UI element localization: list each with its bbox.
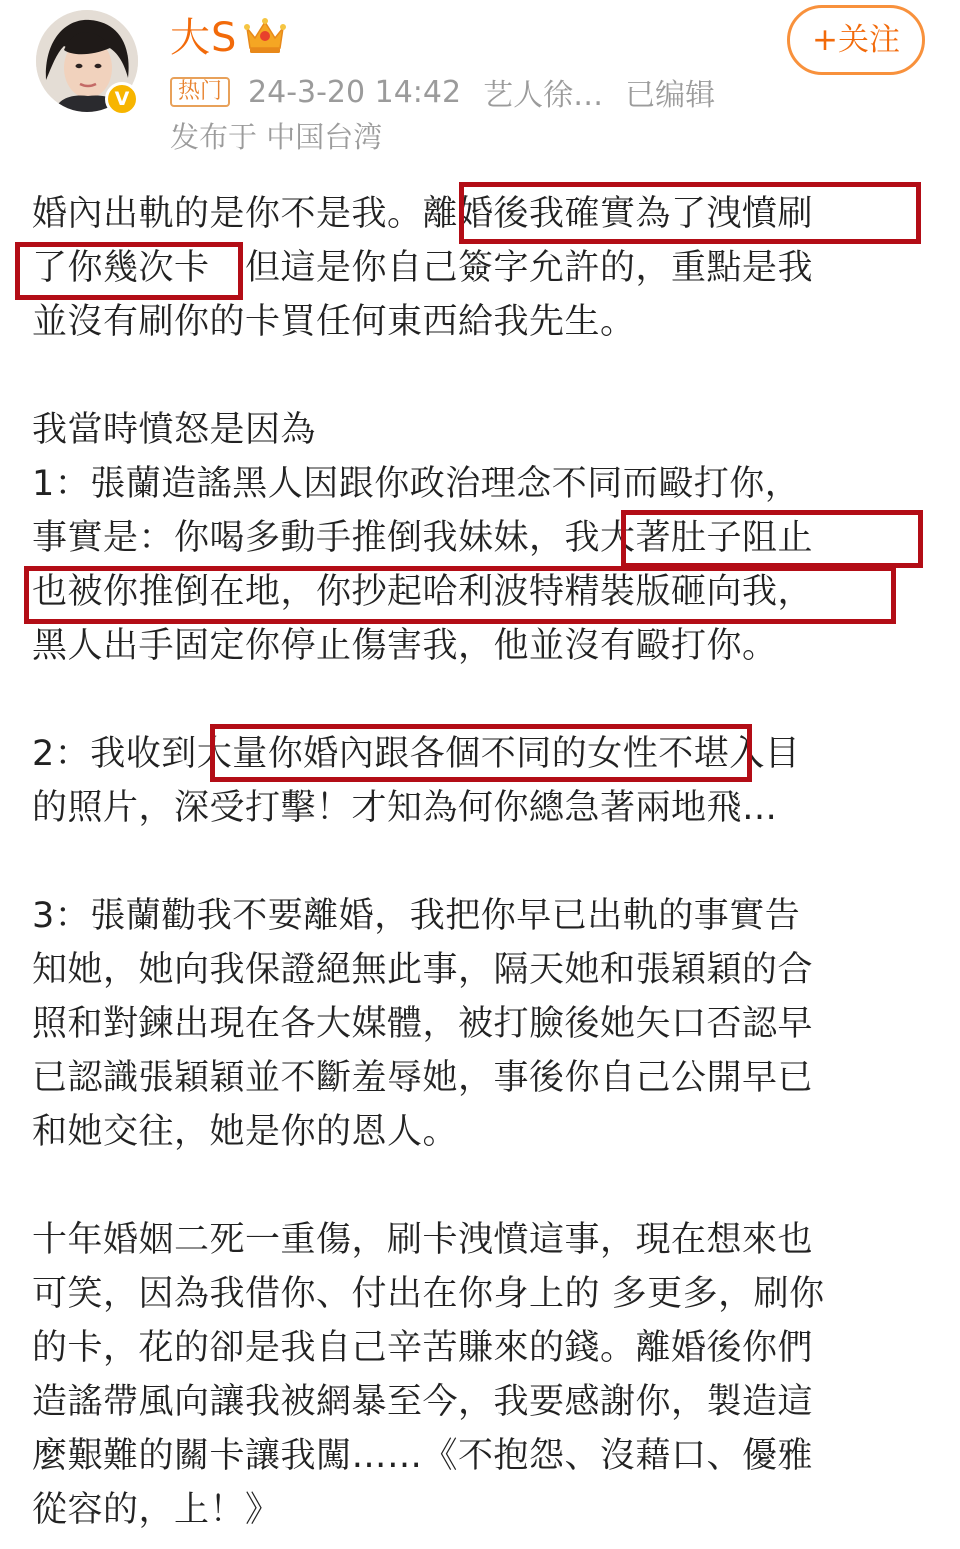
post-line: 婚內出軌的是你不是我。離婚後我確實為了洩憤刷 xyxy=(32,194,814,234)
post-line: 也被你推倒在地，你抄起哈利波特精裝版砸向我， xyxy=(32,572,814,612)
hot-badge: 热门 xyxy=(170,77,230,107)
edited-label[interactable]: 已编辑 xyxy=(625,78,716,113)
post-line: 黑人出手固定你停止傷害我，他並沒有毆打你。 xyxy=(32,626,778,666)
post-line: 的照片，深受打擊！才知為何你總急著兩地飛… xyxy=(32,788,778,828)
username[interactable]: 大S xyxy=(170,15,238,61)
post-meta xyxy=(170,72,715,112)
post-line: 1：張蘭造謠黑人因跟你政治理念不同而毆打你， xyxy=(32,464,801,504)
post-location: 发布于 中国台湾 xyxy=(170,120,383,154)
post-line: 可笑，因為我借你、付出在你身上的 多更多，刷你 xyxy=(32,1274,825,1314)
post-line: 了你幾次卡 但這是你自己簽字允許的，重點是我 xyxy=(32,248,814,288)
crown-icon xyxy=(243,14,287,56)
post-line: 知她，她向我保證絕無此事，隔天她和張穎穎的合 xyxy=(32,950,814,990)
post-line: 的卡，花的卻是我自己辛苦賺來的錢。離婚後你們 xyxy=(32,1328,814,1368)
post-source[interactable]: 艺人徐… xyxy=(483,78,604,113)
post-line: 我當時憤怒是因為 xyxy=(32,410,317,450)
post-line: 和她交往，她是你的恩人。 xyxy=(32,1112,459,1152)
post-line: 事實是：你喝多動手推倒我妹妹，我大著肚子阻止 xyxy=(32,518,814,558)
post-line: 造謠帶風向讓我被網暴至今，我要感謝你，製造這 xyxy=(32,1382,814,1422)
post-timestamp: 24-3-20 14:42 xyxy=(248,74,462,110)
post-line: 十年婚姻二死一重傷，刷卡洩憤這事，現在想來也 xyxy=(32,1220,814,1260)
post-line: 從容的，上！》 xyxy=(32,1490,281,1530)
post-line: 3：張蘭勸我不要離婚，我把你早已出軌的事實告 xyxy=(32,896,801,936)
post-line: 2：我收到大量你婚內跟各個不同的女性不堪入目 xyxy=(32,734,801,774)
follow-button[interactable]: +关注 xyxy=(787,5,925,75)
post-line: 照和對鍊出現在各大媒體，被打臉後她矢口否認早 xyxy=(32,1004,814,1044)
verified-badge: V xyxy=(105,82,139,116)
post-line: 並沒有刷你的卡買任何東西給我先生。 xyxy=(32,302,636,342)
post-line: 麼艱難的關卡讓我闖……《不抱怨、沒藉口、優雅 xyxy=(32,1436,814,1476)
post-line: 已認識張穎穎並不斷羞辱她，事後你自己公開早已 xyxy=(32,1058,814,1098)
